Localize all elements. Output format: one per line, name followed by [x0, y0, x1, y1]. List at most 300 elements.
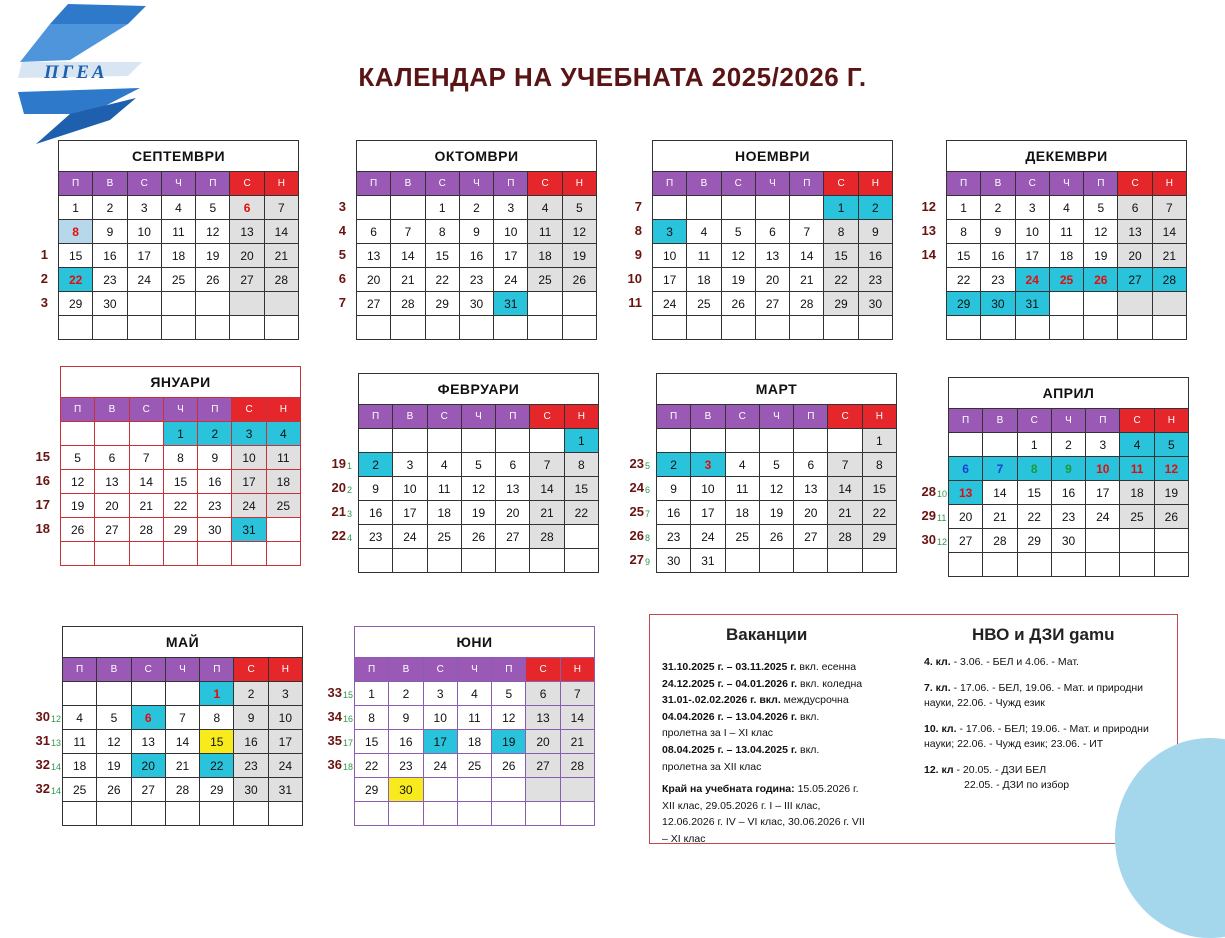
- empty-cell: [462, 549, 496, 573]
- month-name: МАЙ: [62, 626, 303, 657]
- month-name: ЮНИ: [354, 626, 595, 657]
- empty-cell: [949, 433, 983, 457]
- week-subnumber: 4: [347, 533, 353, 543]
- day-cell: 13: [1118, 220, 1152, 244]
- day-cell: 24: [494, 268, 528, 292]
- empty-cell: [947, 316, 981, 340]
- day-cell: 24: [128, 268, 162, 292]
- day-cell: 21: [828, 501, 862, 525]
- weekday-header: Ч: [1052, 409, 1086, 433]
- day-cell: 18: [63, 754, 97, 778]
- day-cell: 3: [424, 682, 458, 706]
- empty-cell: [1050, 292, 1084, 316]
- vacation-line: 24.12.2025 г. – 04.01.2026 г. вкл. коледна: [662, 677, 863, 690]
- day-cell: 2: [657, 453, 691, 477]
- day-cell: 16: [981, 244, 1015, 268]
- day-cell: 12: [61, 470, 95, 494]
- day-cell: 5: [1084, 196, 1118, 220]
- week-number: 11: [628, 295, 642, 310]
- day-cell: 24: [424, 754, 458, 778]
- day-cell: 3: [1086, 433, 1120, 457]
- week-subnumber: 14: [51, 762, 62, 772]
- day-cell: 23: [234, 754, 268, 778]
- day-cell: 23: [859, 268, 893, 292]
- day-cell: 20: [230, 244, 264, 268]
- day-cell: 15: [947, 244, 981, 268]
- day-cell: 14: [391, 244, 425, 268]
- day-cell: 26: [563, 268, 597, 292]
- weekday-header: С: [824, 172, 858, 196]
- empty-cell: [269, 802, 303, 826]
- empty-cell: [97, 682, 131, 706]
- day-cell: 5: [492, 682, 526, 706]
- day-cell: 28: [265, 268, 299, 292]
- week-number: 26: [629, 528, 644, 543]
- weekday-header: П: [61, 398, 95, 422]
- empty-cell: [267, 542, 301, 566]
- day-cell: 9: [234, 706, 268, 730]
- day-cell: 5: [722, 220, 756, 244]
- empty-cell: [983, 553, 1017, 577]
- empty-cell: [828, 549, 862, 573]
- day-cell: 29: [1018, 529, 1052, 553]
- week-number: 21: [331, 504, 346, 519]
- day-cell: 22: [164, 494, 198, 518]
- empty-cell: [794, 429, 828, 453]
- empty-cell: [1153, 292, 1187, 316]
- week-number: 32: [35, 757, 50, 772]
- week-number: 1: [40, 247, 48, 262]
- info-box: [649, 614, 1178, 844]
- weekday-header: Н: [563, 172, 597, 196]
- empty-cell: [561, 778, 595, 802]
- day-cell: 9: [657, 477, 691, 501]
- week-number: 18: [35, 521, 50, 536]
- empty-cell: [756, 196, 790, 220]
- day-cell: 29: [59, 292, 93, 316]
- month-grid: [60, 397, 301, 566]
- day-cell: 19: [462, 501, 496, 525]
- day-cell: 10: [691, 477, 725, 501]
- weekday-header: С: [424, 658, 458, 682]
- day-cell: 12: [563, 220, 597, 244]
- day-cell: 8: [1018, 457, 1052, 481]
- empty-cell: [657, 429, 691, 453]
- empty-cell: [1118, 316, 1152, 340]
- weekday-header: П: [196, 172, 230, 196]
- day-cell: 22: [947, 268, 981, 292]
- month-grid: [652, 171, 893, 340]
- day-cell: 13: [357, 244, 391, 268]
- empty-cell: [1120, 553, 1154, 577]
- weekday-header: С: [828, 405, 862, 429]
- empty-cell: [790, 196, 824, 220]
- day-cell: 15: [565, 477, 599, 501]
- day-cell: 6: [526, 682, 560, 706]
- day-cell: 17: [1086, 481, 1120, 505]
- empty-cell: [1050, 316, 1084, 340]
- empty-cell: [824, 316, 858, 340]
- day-cell: 28: [391, 292, 425, 316]
- day-cell: 10: [1016, 220, 1050, 244]
- day-cell: 26: [492, 754, 526, 778]
- day-cell: 5: [196, 196, 230, 220]
- day-cell: 2: [1052, 433, 1086, 457]
- day-cell: 31: [494, 292, 528, 316]
- day-cell: 17: [653, 268, 687, 292]
- empty-cell: [1018, 553, 1052, 577]
- day-cell: 29: [947, 292, 981, 316]
- empty-cell: [530, 429, 564, 453]
- empty-cell: [726, 429, 760, 453]
- day-cell: 16: [657, 501, 691, 525]
- empty-cell: [230, 292, 264, 316]
- day-cell: 3: [393, 453, 427, 477]
- empty-cell: [691, 429, 725, 453]
- weekday-header: П: [496, 405, 530, 429]
- weekday-header: П: [198, 398, 232, 422]
- day-cell: 4: [1050, 196, 1084, 220]
- weekday-header: С: [526, 658, 560, 682]
- day-cell: 22: [426, 268, 460, 292]
- empty-cell: [756, 316, 790, 340]
- weekday-header: Н: [863, 405, 897, 429]
- day-cell: 25: [687, 292, 721, 316]
- weekday-header: В: [93, 172, 127, 196]
- page-title: КАЛЕНДАР НА УЧЕБНАТА 2025/2026 Г.: [358, 62, 867, 92]
- weekday-header: С: [1018, 409, 1052, 433]
- day-cell: 2: [359, 453, 393, 477]
- day-cell: 13: [230, 220, 264, 244]
- empty-cell: [828, 429, 862, 453]
- day-cell: 20: [95, 494, 129, 518]
- day-cell: 20: [496, 501, 530, 525]
- day-cell: 8: [200, 706, 234, 730]
- day-cell: 23: [981, 268, 1015, 292]
- exam-item: 22.05. - ДЗИ по избор: [964, 779, 1070, 791]
- weekday-header: Ч: [458, 658, 492, 682]
- day-cell: 3: [1016, 196, 1050, 220]
- day-cell: 8: [565, 453, 599, 477]
- weekday-header: Ч: [760, 405, 794, 429]
- day-cell: 7: [983, 457, 1017, 481]
- month-name: СЕПТЕМВРИ: [58, 140, 299, 171]
- day-cell: 12: [1084, 220, 1118, 244]
- day-cell: 5: [760, 453, 794, 477]
- day-cell: 13: [496, 477, 530, 501]
- empty-cell: [528, 316, 562, 340]
- day-cell: 25: [267, 494, 301, 518]
- day-cell: 5: [97, 706, 131, 730]
- day-cell: 17: [494, 244, 528, 268]
- month-1: [356, 140, 597, 340]
- day-cell: 25: [63, 778, 97, 802]
- day-cell: 14: [828, 477, 862, 501]
- weekday-header: П: [657, 405, 691, 429]
- weekday-header: Н: [1155, 409, 1189, 433]
- empty-cell: [794, 549, 828, 573]
- day-cell: 12: [1155, 457, 1189, 481]
- day-cell: 6: [794, 453, 828, 477]
- empty-cell: [563, 316, 597, 340]
- day-cell: 12: [760, 477, 794, 501]
- exam-item: 7. кл. - 17.06. - БЕЛ, 19.06. - Мат. и природни науки, 22.06. - Чужд език: [924, 681, 1144, 709]
- day-cell: 15: [59, 244, 93, 268]
- empty-cell: [1084, 292, 1118, 316]
- day-cell: 4: [162, 196, 196, 220]
- weekday-header: П: [494, 172, 528, 196]
- day-cell: 19: [1084, 244, 1118, 268]
- day-cell: 2: [460, 196, 494, 220]
- week-number: 36: [327, 757, 342, 772]
- day-cell: 3: [653, 220, 687, 244]
- week-number: 6: [338, 271, 346, 286]
- month-grid: [354, 657, 595, 826]
- empty-cell: [1120, 529, 1154, 553]
- day-cell: 4: [1120, 433, 1154, 457]
- day-cell: 28: [530, 525, 564, 549]
- day-cell: 23: [93, 268, 127, 292]
- empty-cell: [166, 802, 200, 826]
- empty-cell: [359, 549, 393, 573]
- day-cell: 18: [458, 730, 492, 754]
- week-subnumber: 10: [937, 489, 948, 499]
- day-cell: 22: [863, 501, 897, 525]
- weekday-header: Ч: [164, 398, 198, 422]
- day-cell: 25: [528, 268, 562, 292]
- day-cell: 15: [863, 477, 897, 501]
- day-cell: 29: [164, 518, 198, 542]
- weekday-header: В: [691, 405, 725, 429]
- day-cell: 11: [1050, 220, 1084, 244]
- day-cell: 27: [230, 268, 264, 292]
- empty-cell: [393, 429, 427, 453]
- day-cell: 22: [59, 268, 93, 292]
- week-subnumber: 5: [645, 461, 651, 471]
- day-cell: 30: [981, 292, 1015, 316]
- empty-cell: [494, 316, 528, 340]
- day-cell: 23: [460, 268, 494, 292]
- day-cell: 19: [196, 244, 230, 268]
- day-cell: 23: [1052, 505, 1086, 529]
- day-cell: 11: [687, 244, 721, 268]
- empty-cell: [61, 542, 95, 566]
- week-number: 35: [327, 733, 342, 748]
- empty-cell: [496, 549, 530, 573]
- empty-cell: [1155, 553, 1189, 577]
- day-cell: 21: [530, 501, 564, 525]
- day-cell: 20: [949, 505, 983, 529]
- weekday-header: Ч: [162, 172, 196, 196]
- day-cell: 24: [393, 525, 427, 549]
- weekday-header: В: [389, 658, 423, 682]
- day-cell: 11: [267, 446, 301, 470]
- day-cell: 27: [132, 778, 166, 802]
- day-cell: 23: [359, 525, 393, 549]
- day-cell: 10: [269, 706, 303, 730]
- day-cell: 24: [1086, 505, 1120, 529]
- empty-cell: [128, 292, 162, 316]
- weekday-header: С: [1016, 172, 1050, 196]
- week-subnumber: 13: [51, 738, 62, 748]
- weekday-header: П: [949, 409, 983, 433]
- empty-cell: [391, 196, 425, 220]
- week-number: 33: [327, 685, 342, 700]
- empty-cell: [357, 316, 391, 340]
- day-cell: 7: [561, 682, 595, 706]
- weekday-header: Ч: [462, 405, 496, 429]
- day-cell: 6: [357, 220, 391, 244]
- day-cell: 13: [756, 244, 790, 268]
- day-cell: 16: [460, 244, 494, 268]
- day-cell: 22: [355, 754, 389, 778]
- day-cell: 3: [269, 682, 303, 706]
- empty-cell: [726, 549, 760, 573]
- week-subnumber: 12: [937, 537, 948, 547]
- day-cell: 4: [63, 706, 97, 730]
- weekday-header: Ч: [1050, 172, 1084, 196]
- day-cell: 1: [1018, 433, 1052, 457]
- day-cell: 22: [1018, 505, 1052, 529]
- day-cell: 4: [687, 220, 721, 244]
- month-0: [58, 140, 299, 340]
- vacation-line: 31.10.2025 г. – 03.11.2025 г. вкл. есенна: [662, 661, 857, 673]
- empty-cell: [565, 549, 599, 573]
- day-cell: 9: [359, 477, 393, 501]
- day-cell: 7: [1153, 196, 1187, 220]
- empty-cell: [458, 778, 492, 802]
- empty-cell: [790, 316, 824, 340]
- day-cell: 26: [1155, 505, 1189, 529]
- day-cell: 27: [1118, 268, 1152, 292]
- month-name: ФЕВРУАРИ: [358, 373, 599, 404]
- empty-cell: [1153, 316, 1187, 340]
- week-number: 28: [921, 484, 936, 499]
- weekday-header: П: [59, 172, 93, 196]
- day-cell: 6: [132, 706, 166, 730]
- empty-cell: [95, 422, 129, 446]
- weekday-header: С: [130, 398, 164, 422]
- week-subnumber: 1: [347, 461, 353, 471]
- day-cell: 8: [164, 446, 198, 470]
- day-cell: 14: [530, 477, 564, 501]
- day-cell: 30: [657, 549, 691, 573]
- day-cell: 20: [132, 754, 166, 778]
- day-cell: 15: [164, 470, 198, 494]
- day-cell: 11: [162, 220, 196, 244]
- day-cell: 27: [756, 292, 790, 316]
- week-subnumber: 12: [51, 714, 62, 724]
- vacation-line: 12.06.2026 г. IV – VI клас, 30.06.2026 г. VII: [662, 816, 865, 829]
- day-cell: 24: [269, 754, 303, 778]
- day-cell: 22: [565, 501, 599, 525]
- day-cell: 26: [196, 268, 230, 292]
- day-cell: 1: [565, 429, 599, 453]
- day-cell: 15: [426, 244, 460, 268]
- empty-cell: [426, 316, 460, 340]
- weekday-header: С: [530, 405, 564, 429]
- day-cell: 21: [391, 268, 425, 292]
- day-cell: 24: [653, 292, 687, 316]
- day-cell: 5: [61, 446, 95, 470]
- weekday-header: П: [1086, 409, 1120, 433]
- day-cell: 8: [426, 220, 460, 244]
- week-number: 15: [35, 449, 50, 464]
- empty-cell: [265, 316, 299, 340]
- week-number: 30: [921, 532, 936, 547]
- day-cell: 16: [389, 730, 423, 754]
- month-grid: [58, 171, 299, 340]
- day-cell: 30: [389, 778, 423, 802]
- day-cell: 29: [355, 778, 389, 802]
- day-cell: 14: [265, 220, 299, 244]
- day-cell: 7: [166, 706, 200, 730]
- day-cell: 2: [93, 196, 127, 220]
- week-number: 10: [627, 271, 642, 286]
- weekday-header: С: [1120, 409, 1154, 433]
- day-cell: 4: [726, 453, 760, 477]
- day-cell: 15: [824, 244, 858, 268]
- empty-cell: [462, 429, 496, 453]
- empty-cell: [164, 542, 198, 566]
- day-cell: 9: [460, 220, 494, 244]
- day-cell: 27: [95, 518, 129, 542]
- empty-cell: [760, 429, 794, 453]
- day-cell: 1: [824, 196, 858, 220]
- day-cell: 20: [526, 730, 560, 754]
- empty-cell: [63, 802, 97, 826]
- empty-cell: [166, 682, 200, 706]
- day-cell: 24: [232, 494, 266, 518]
- day-cell: 5: [1155, 433, 1189, 457]
- empty-cell: [130, 542, 164, 566]
- day-cell: 18: [267, 470, 301, 494]
- day-cell: 25: [1050, 268, 1084, 292]
- day-cell: 19: [563, 244, 597, 268]
- day-cell: 6: [496, 453, 530, 477]
- day-cell: 8: [947, 220, 981, 244]
- day-cell: 12: [722, 244, 756, 268]
- day-cell: 21: [1153, 244, 1187, 268]
- day-cell: 25: [726, 525, 760, 549]
- week-subnumber: 17: [343, 738, 354, 748]
- empty-cell: [528, 292, 562, 316]
- empty-cell: [653, 316, 687, 340]
- day-cell: 19: [760, 501, 794, 525]
- weekday-header: С: [722, 172, 756, 196]
- empty-cell: [1052, 553, 1086, 577]
- empty-cell: [232, 542, 266, 566]
- month-grid: [946, 171, 1187, 340]
- day-cell: 1: [200, 682, 234, 706]
- day-cell: 24: [1016, 268, 1050, 292]
- empty-cell: [1016, 316, 1050, 340]
- day-cell: 22: [200, 754, 234, 778]
- empty-cell: [428, 549, 462, 573]
- day-cell: 30: [234, 778, 268, 802]
- weekday-header: П: [1084, 172, 1118, 196]
- empty-cell: [424, 802, 458, 826]
- day-cell: 12: [492, 706, 526, 730]
- empty-cell: [132, 802, 166, 826]
- empty-cell: [265, 292, 299, 316]
- weekday-header: Н: [561, 658, 595, 682]
- day-cell: 23: [657, 525, 691, 549]
- week-number: 20: [331, 480, 346, 495]
- day-cell: 29: [824, 292, 858, 316]
- day-cell: 31: [232, 518, 266, 542]
- empty-cell: [460, 316, 494, 340]
